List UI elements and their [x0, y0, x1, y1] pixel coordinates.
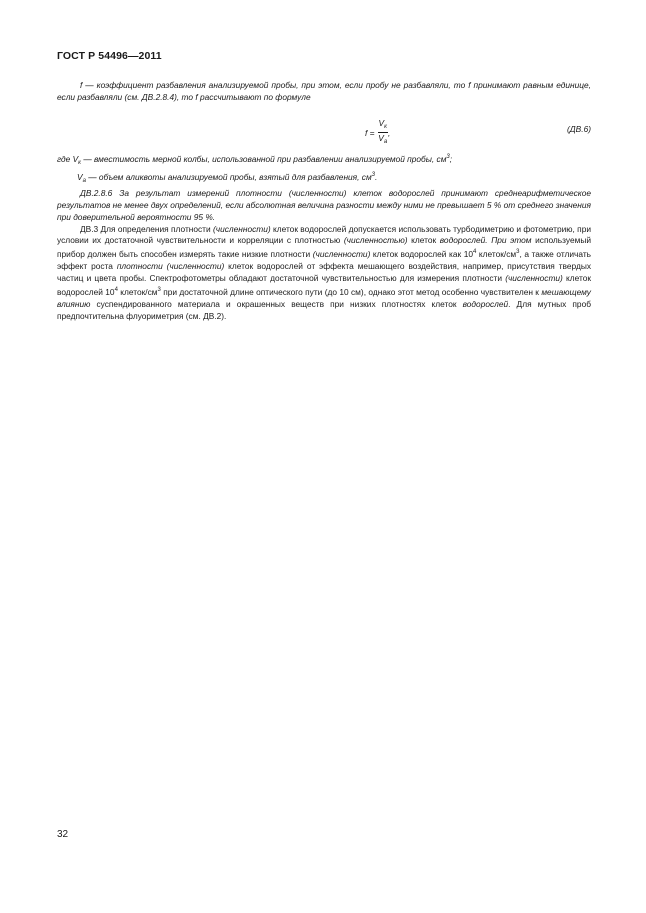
- where-prefix: где: [57, 154, 73, 164]
- dv3-i7: мешающему влиянию: [57, 287, 591, 309]
- dv3-s3: 4: [114, 287, 118, 294]
- denominator-letter: V: [378, 133, 384, 143]
- formula-fraction: [378, 118, 391, 147]
- vk-superscript: 3: [446, 154, 450, 160]
- dv3-t4: используемый прибор должен быть способен измерять такие низкие плотности: [57, 235, 591, 260]
- dv3-t1: ДВ.3 Для определения плотности: [80, 223, 214, 234]
- va-end: .: [375, 171, 378, 182]
- dv3-i6: (численности): [505, 273, 563, 284]
- where-vk-line: [57, 152, 591, 170]
- formula-denominator: [378, 133, 387, 147]
- dv3-i4: (численности): [312, 249, 371, 260]
- dv3-t10: клеток/см: [117, 287, 158, 298]
- numerator-letter: V: [378, 118, 385, 128]
- denominator-subscript: а: [383, 139, 388, 145]
- vk-subscript: к: [78, 160, 82, 166]
- dv3-t2: клеток водорослей допускается использовать турбодиметрию и фотометрию, при условии их достаточной чувствительности и корреляции с плотностью: [57, 223, 591, 246]
- dv3-t11: при достаточной длине оптического пути (до 10 см), однако этот метод особенно чувствителен к: [160, 287, 542, 298]
- dv3-t12: суспендированного материала и окрашенных веществ при низких плотностях клеток: [90, 298, 463, 309]
- dv3-t6: клеток/см: [476, 249, 517, 260]
- dv3-t9: клеток водорослей 10: [57, 273, 591, 298]
- vk-end: ;: [449, 154, 453, 164]
- dv3-t8: клеток водорослей от эффекта мешающего воздействия, например, присутствия твердых частиц и цвета пробы. Спектрофотометры обладают достаточной чувствительностью для измерения плотности: [57, 261, 591, 284]
- va-letter: V: [77, 171, 83, 182]
- dv3-t5: клеток водорослей как 10: [370, 249, 473, 260]
- dv3-s1: 4: [472, 249, 477, 256]
- vk-letter: V: [72, 154, 79, 164]
- formula-expression: [365, 118, 390, 147]
- numerator-subscript: к: [384, 124, 387, 130]
- document-header: ГОСТ Р 54496—2011: [57, 50, 162, 62]
- dv3-i2: (численностью): [343, 235, 408, 246]
- formula-number: (ДВ.6): [567, 124, 591, 134]
- dv3-i8: водорослей: [462, 298, 509, 309]
- var-f: f: [80, 80, 83, 90]
- dilution-factor-desc: — коэффициент разбавления анализируемой пробы, при этом, если пробу не разбавляли, то f принимают равным единице, если разбавляли (см. ДВ.2.8.4), то f рассчитывают по формуле: [57, 80, 591, 102]
- paragraph-dv286: ДВ.2.8.6 За результат измерений плотности (численности) клеток водорослей принимают среднеарифметическое результатов не менее двух определений, если абсолютная величина разности между ними не превышает 5 % от среднего значения при доверительной вероятности 95 %.: [57, 187, 591, 222]
- dv3-i3: водорослей. При этом: [439, 235, 532, 246]
- va-subscript: а: [82, 177, 86, 184]
- formula-lhs: f =: [365, 127, 375, 138]
- text-block-main: [57, 152, 591, 323]
- formula-tail: ,: [387, 127, 391, 138]
- dv3-s4: 3: [157, 287, 161, 294]
- dv3-t7: , а также отличать эффект роста: [57, 249, 591, 272]
- paragraph-dv3: [57, 224, 591, 323]
- dv3-i1: (численности): [213, 223, 271, 234]
- dv3-t3: клеток: [407, 235, 440, 246]
- formula-numerator: [378, 118, 388, 133]
- dv3-s2: 3: [516, 249, 520, 256]
- va-desc: — объем аликвоты анализируемой пробы, взятый для разбавления, см: [85, 171, 372, 182]
- vk-desc: — вместимость мерной колбы, использованной при разбавлении анализируемой пробы, см: [81, 154, 447, 164]
- page-number: 32: [57, 829, 69, 840]
- paragraph-dilution-factor: [57, 80, 591, 104]
- where-va-line: [57, 170, 591, 188]
- va-superscript: 3: [371, 171, 376, 178]
- dv3-t13: . Для мутных проб предпочтительна флуориметрия (см. ДВ.2).: [57, 298, 591, 321]
- formula-dv6: [57, 118, 591, 146]
- dilution-factor-text: [57, 80, 591, 104]
- dv3-i5: плотности (численности): [116, 261, 225, 272]
